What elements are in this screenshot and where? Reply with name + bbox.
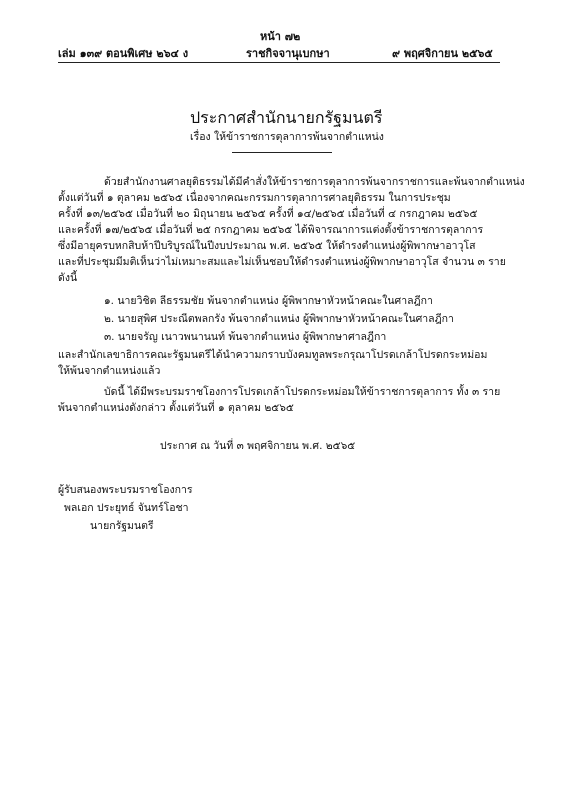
title-divider <box>232 152 332 153</box>
gazette-name: ราชกิจจานุเบกษา <box>246 47 330 60</box>
page-number: หน้า ๗๒ <box>260 30 301 43</box>
body-line: และครั้งที่ ๑๗/๒๕๖๕ เมื่อวันที่ ๒๕ กรกฎาคม ๒๕๖๕ ได้พิจารณาการแต่งตั้งข้าราชการตุลาการ <box>58 224 484 236</box>
document-subject: เรื่อง ให้ข้าราชการตุลาการพ้นจากตำแหน่ง <box>190 131 384 143</box>
body-line: บัดนี้ ได้มีพระบรมราชโองการโปรดเกล้าโปรดกระหม่อมให้ข้าราชการตุลาการ ทั้ง ๓ ราย <box>104 386 501 398</box>
body-line: และสำนักเลขาธิการคณะรัฐมนตรีได้นำความกราบบังคมทูลพระกรุณาโปรดเกล้าโปรดกระหม่อม <box>58 349 488 361</box>
body-line: ตั้งแต่วันที่ ๑ ตุลาคม ๒๕๖๕ เนื่องจากคณะกรรมการตุลาการศาลยุติธรรม ในการประชุม <box>58 192 451 204</box>
list-item: ๓. นายจรัญ เนาวพนานนท์ พ้นจากตำแหน่ง ผู้พิพากษาศาลฎีกา <box>104 331 387 343</box>
body-line: ซึ่งมีอายุครบหกสิบห้าปีบริบูรณ์ในปีงบประมาณ พ.ศ. ๒๕๖๕ ให้ดำรงตำแหน่งผู้พิพากษาอาวุโส <box>58 240 476 252</box>
body-line: พ้นจากตำแหน่งดังกล่าว ตั้งแต่วันที่ ๑ ตุลาคม ๒๕๖๕ <box>58 402 294 414</box>
gazette-volume: เล่ม ๑๓๙ ตอนพิเศษ ๒๖๔ ง <box>58 47 189 60</box>
list-item: ๑. นายวิชิต ลีธรรมชัย พ้นจากตำแหน่ง ผู้พิพากษาหัวหน้าคณะในศาลฎีกา <box>104 295 433 307</box>
signatory-title: นายกรัฐมนตรี <box>90 520 154 532</box>
body-line: ด้วยสำนักงานศาลยุติธรรมได้มีคำสั่งให้ข้าราชการตุลาการพ้นจากราชการและพ้นจากตำแหน่ง <box>104 176 525 188</box>
body-line: ดังนี้ <box>58 272 78 284</box>
body-line: ครั้งที่ ๑๓/๒๕๖๕ เมื่อวันที่ ๒๐ มิถุนายน ๒๕๖๕ ครั้งที่ ๑๔/๒๕๖๕ เมื่อวันที่ ๔ กรกฎาคม ๒๕๖๕ <box>58 208 478 220</box>
body-line: ให้พ้นจากตำแหน่งแล้ว <box>58 365 161 377</box>
announcement-date: ประกาศ ณ วันที่ ๓ พฤศจิกายน พ.ศ. ๒๕๖๕ <box>160 440 356 452</box>
gazette-date: ๙ พฤศจิกายน ๒๕๖๕ <box>392 47 493 60</box>
list-item: ๒. นายสุพิศ ประณีตพลกรัง พ้นจากตำแหน่ง ผู้พิพากษาหัวหน้าคณะในศาลฎีกา <box>104 313 454 325</box>
body-line: และที่ประชุมมีมติเห็นว่าไม่เหมาะสมและไม่เห็นชอบให้ดำรงตำแหน่งผู้พิพากษาอาวุโส จำนวน ๓ ราย <box>58 256 506 268</box>
header-divider <box>58 62 500 63</box>
document-title: ประกาศสำนักนายกรัฐมนตรี <box>190 108 383 127</box>
signature-role: ผู้รับสนองพระบรมราชโองการ <box>58 484 193 496</box>
signatory-name: พลเอก ประยุทธ์ จันทร์โอชา <box>64 502 189 514</box>
